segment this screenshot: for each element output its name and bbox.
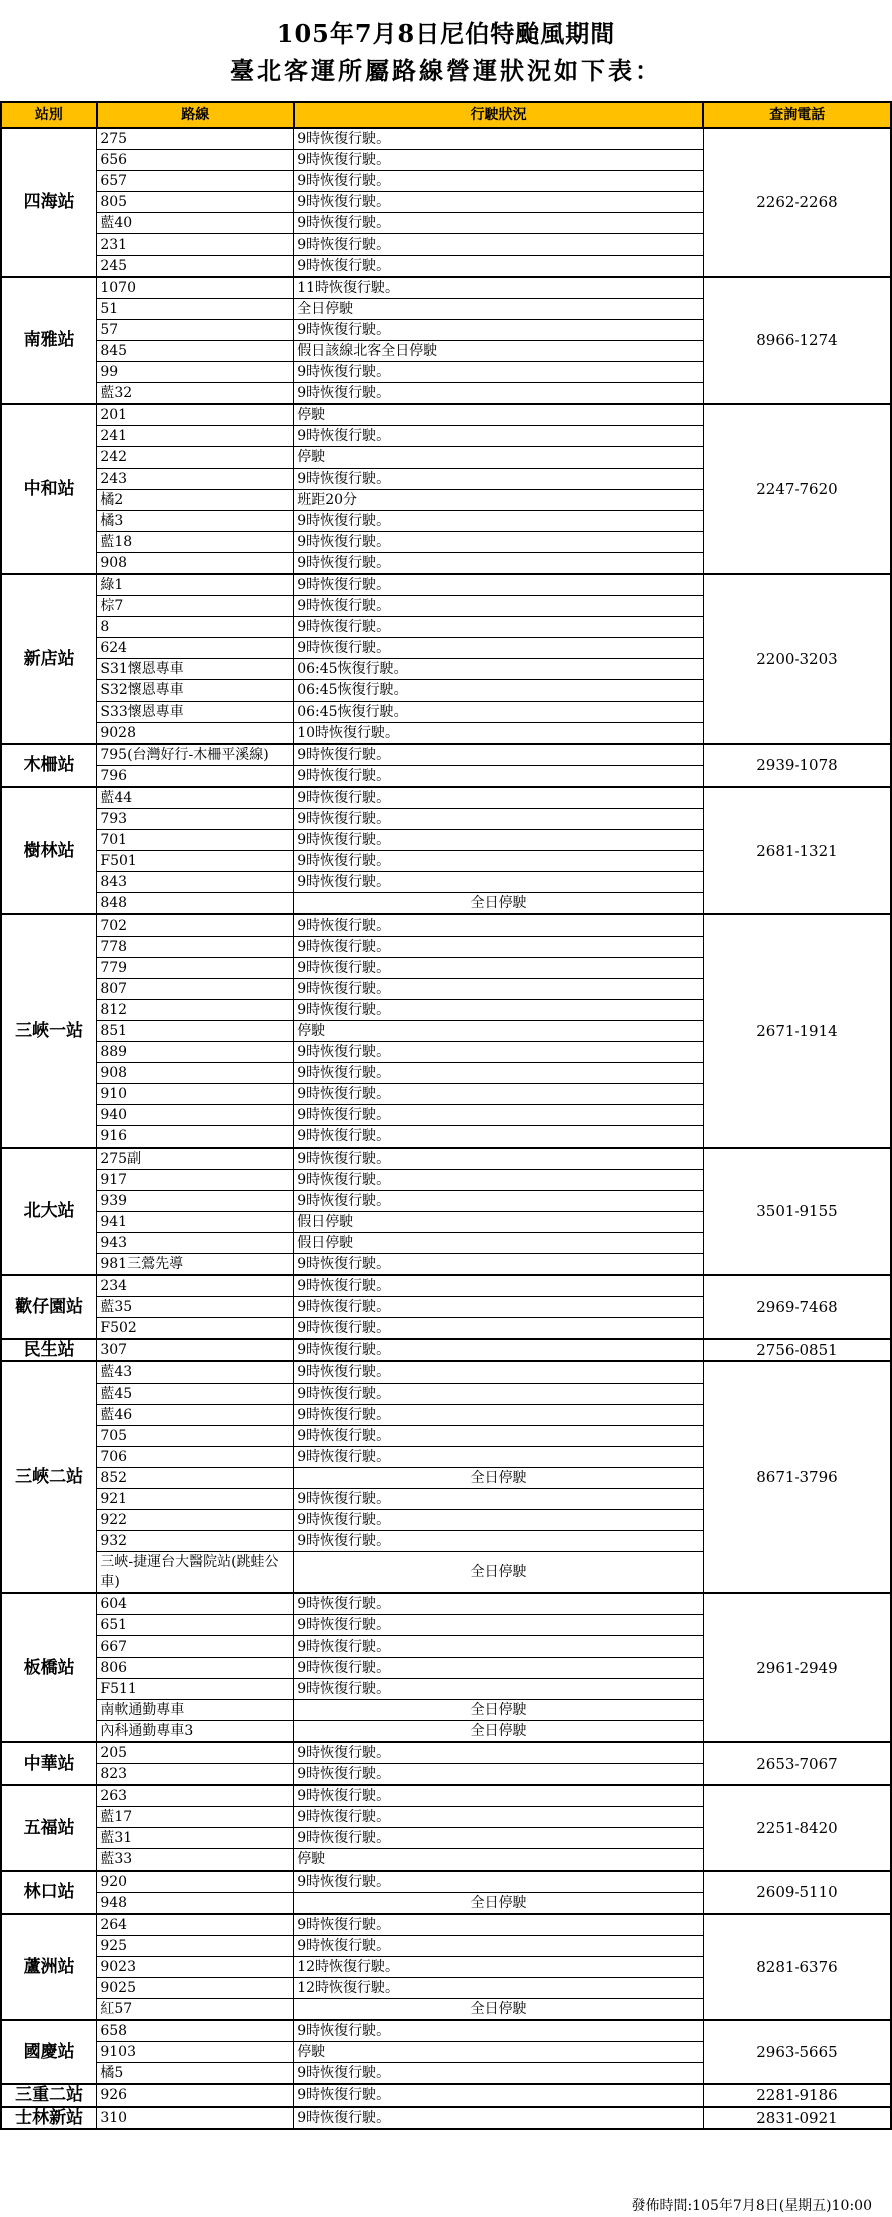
route-number: 779 bbox=[97, 957, 294, 978]
route-number: 651 bbox=[97, 1615, 294, 1636]
service-status: 全日停駛 bbox=[294, 298, 704, 319]
table-header-row bbox=[1, 102, 891, 128]
route-number: 948 bbox=[97, 1892, 294, 1914]
service-status: 12時恢復行駛。 bbox=[294, 1977, 704, 1998]
service-status: 9時恢復行駛。 bbox=[294, 1785, 704, 1807]
route-number: 706 bbox=[97, 1446, 294, 1467]
service-status: 全日停駛 bbox=[294, 1892, 704, 1914]
route-number: 99 bbox=[97, 362, 294, 383]
service-status: 9時恢復行駛。 bbox=[294, 1446, 704, 1467]
table-row bbox=[1, 1742, 891, 1764]
service-status: 9時恢復行駛。 bbox=[294, 531, 704, 552]
route-number: 藍31 bbox=[97, 1828, 294, 1849]
service-status: 9時恢復行駛。 bbox=[294, 1084, 704, 1105]
route-number: 908 bbox=[97, 1063, 294, 1084]
route-number: 275副 bbox=[97, 1148, 294, 1170]
table-row bbox=[1, 1361, 891, 1383]
route-number: 橘3 bbox=[97, 510, 294, 531]
route-number: 920 bbox=[97, 1871, 294, 1893]
route-number: F501 bbox=[97, 851, 294, 872]
station-phone: 8966-1274 bbox=[703, 277, 891, 405]
service-status: 9時恢復行駛。 bbox=[294, 999, 704, 1020]
service-status: 9時恢復行駛。 bbox=[294, 1489, 704, 1510]
route-number: 908 bbox=[97, 552, 294, 574]
route-number: 910 bbox=[97, 1084, 294, 1105]
station-phone: 8281-6376 bbox=[703, 1914, 891, 2020]
route-number: 藍44 bbox=[97, 787, 294, 809]
service-status: 9時恢復行駛。 bbox=[294, 1126, 704, 1148]
table-row bbox=[1, 1275, 891, 1297]
route-number: 橘2 bbox=[97, 489, 294, 510]
route-number: 307 bbox=[97, 1339, 294, 1361]
route-number: 9103 bbox=[97, 2042, 294, 2063]
station-name: 北大站 bbox=[1, 1148, 97, 1276]
col-header-phone: 查詢電話 bbox=[703, 102, 891, 128]
service-status: 假日該線北客全日停駛 bbox=[294, 340, 704, 361]
service-status: 12時恢復行駛。 bbox=[294, 1956, 704, 1977]
route-number: 807 bbox=[97, 978, 294, 999]
route-number: 三峽-捷運台大醫院站(跳蛙公車) bbox=[97, 1552, 294, 1594]
station-name: 木柵站 bbox=[1, 744, 97, 787]
page-title-line2: 臺北客運所屬路線營運狀況如下表： bbox=[230, 56, 662, 85]
service-status: 全日停駛 bbox=[294, 1467, 704, 1488]
station-phone: 2609-5110 bbox=[703, 1871, 891, 1914]
service-status: 9時恢復行駛。 bbox=[294, 2084, 704, 2106]
route-number: 9025 bbox=[97, 1977, 294, 1998]
service-status: 9時恢復行駛。 bbox=[294, 1105, 704, 1126]
service-status: 9時恢復行駛。 bbox=[294, 234, 704, 255]
service-status: 9時恢復行駛。 bbox=[294, 1914, 704, 1936]
route-number: 綠1 bbox=[97, 574, 294, 596]
service-status: 11時恢復行駛。 bbox=[294, 277, 704, 299]
service-status: 9時恢復行駛。 bbox=[294, 1339, 704, 1361]
station-phone: 2963-5665 bbox=[703, 2020, 891, 2084]
service-status: 假日停駛 bbox=[294, 1232, 704, 1253]
route-number: 紅57 bbox=[97, 1999, 294, 2021]
service-status: 9時恢復行駛。 bbox=[294, 1297, 704, 1318]
station-name: 樹林站 bbox=[1, 787, 97, 915]
route-number: 243 bbox=[97, 468, 294, 489]
service-status: 06:45恢復行駛。 bbox=[294, 680, 704, 701]
service-status: 06:45恢復行駛。 bbox=[294, 659, 704, 680]
route-number: 264 bbox=[97, 1914, 294, 1936]
station-name: 國慶站 bbox=[1, 2020, 97, 2084]
route-number: 51 bbox=[97, 298, 294, 319]
service-status: 9時恢復行駛。 bbox=[294, 426, 704, 447]
route-number: 藍17 bbox=[97, 1807, 294, 1828]
route-number: 702 bbox=[97, 914, 294, 936]
route-number: 705 bbox=[97, 1425, 294, 1446]
route-number: 205 bbox=[97, 1742, 294, 1764]
service-status: 9時恢復行駛。 bbox=[294, 1042, 704, 1063]
service-status: 9時恢復行駛。 bbox=[294, 128, 704, 150]
service-status: 停駛 bbox=[294, 1020, 704, 1041]
service-status: 9時恢復行駛。 bbox=[294, 1361, 704, 1383]
service-status: 全日停駛 bbox=[294, 1552, 704, 1594]
service-status: 停駛 bbox=[294, 1849, 704, 1871]
station-name: 新店站 bbox=[1, 574, 97, 744]
route-number: 201 bbox=[97, 404, 294, 426]
station-phone: 2756-0851 bbox=[703, 1339, 891, 1361]
service-status: 9時恢復行駛。 bbox=[294, 638, 704, 659]
service-status: 9時恢復行駛。 bbox=[294, 552, 704, 574]
station-phone: 2247-7620 bbox=[703, 404, 891, 574]
route-number: 889 bbox=[97, 1042, 294, 1063]
route-number: 795(台灣好行-木柵平溪線) bbox=[97, 744, 294, 766]
station-phone: 2251-8420 bbox=[703, 1785, 891, 1870]
route-number: 604 bbox=[97, 1593, 294, 1615]
service-status: 9時恢復行駛。 bbox=[294, 1807, 704, 1828]
route-number: 234 bbox=[97, 1275, 294, 1297]
route-number: 823 bbox=[97, 1764, 294, 1786]
service-status: 全日停駛 bbox=[294, 1720, 704, 1742]
table-row bbox=[1, 2084, 891, 2106]
service-status: 9時恢復行駛。 bbox=[294, 150, 704, 171]
service-status: 9時恢復行駛。 bbox=[294, 1636, 704, 1657]
table-row bbox=[1, 574, 891, 596]
route-number: 藍35 bbox=[97, 1297, 294, 1318]
service-status: 10時恢復行駛。 bbox=[294, 722, 704, 744]
route-number: 藍33 bbox=[97, 1849, 294, 1871]
service-status: 9時恢復行駛。 bbox=[294, 1935, 704, 1956]
service-status: 9時恢復行駛。 bbox=[294, 851, 704, 872]
service-status: 9時恢復行駛。 bbox=[294, 914, 704, 936]
route-number: 921 bbox=[97, 1489, 294, 1510]
table-row bbox=[1, 1148, 891, 1170]
route-number: 852 bbox=[97, 1467, 294, 1488]
service-status: 9時恢復行駛。 bbox=[294, 1404, 704, 1425]
service-status: 9時恢復行駛。 bbox=[294, 744, 704, 766]
service-status: 9時恢復行駛。 bbox=[294, 765, 704, 787]
service-status: 9時恢復行駛。 bbox=[294, 574, 704, 596]
route-number: 656 bbox=[97, 150, 294, 171]
service-status: 9時恢復行駛。 bbox=[294, 1425, 704, 1446]
service-status: 9時恢復行駛。 bbox=[294, 468, 704, 489]
route-number: 916 bbox=[97, 1126, 294, 1148]
route-number: 241 bbox=[97, 426, 294, 447]
route-number: 812 bbox=[97, 999, 294, 1020]
station-name: 板橋站 bbox=[1, 1593, 97, 1742]
service-status: 9時恢復行駛。 bbox=[294, 596, 704, 617]
route-number: 922 bbox=[97, 1510, 294, 1531]
publish-time: 發佈時間:105年7月8日(星期五)10:00 bbox=[631, 2198, 872, 2214]
station-phone: 2262-2268 bbox=[703, 128, 891, 277]
service-status: 9時恢復行駛。 bbox=[294, 936, 704, 957]
service-status: 9時恢復行駛。 bbox=[294, 2063, 704, 2085]
service-status: 9時恢復行駛。 bbox=[294, 978, 704, 999]
station-phone: 2969-7468 bbox=[703, 1275, 891, 1339]
table-row bbox=[1, 1593, 891, 1615]
service-status: 9時恢復行駛。 bbox=[294, 1275, 704, 1297]
service-status: 9時恢復行駛。 bbox=[294, 1593, 704, 1615]
route-number: 806 bbox=[97, 1657, 294, 1678]
table-body bbox=[1, 128, 891, 2129]
route-number: 藍46 bbox=[97, 1404, 294, 1425]
station-phone: 2961-2949 bbox=[703, 1593, 891, 1742]
table-row bbox=[1, 787, 891, 809]
route-number: 943 bbox=[97, 1232, 294, 1253]
service-status: 9時恢復行駛。 bbox=[294, 1678, 704, 1699]
service-status: 9時恢復行駛。 bbox=[294, 1615, 704, 1636]
route-number: 667 bbox=[97, 1636, 294, 1657]
station-name: 中和站 bbox=[1, 404, 97, 574]
service-status: 9時恢復行駛。 bbox=[294, 1383, 704, 1404]
route-number: F502 bbox=[97, 1318, 294, 1340]
route-number: 231 bbox=[97, 234, 294, 255]
route-status-table bbox=[0, 101, 892, 2130]
service-status: 9時恢復行駛。 bbox=[294, 171, 704, 192]
station-name: 中華站 bbox=[1, 1742, 97, 1785]
route-number: 內科通勤專車3 bbox=[97, 1720, 294, 1742]
route-number: S31懷恩專車 bbox=[97, 659, 294, 680]
route-number: 9023 bbox=[97, 1956, 294, 1977]
route-number: 701 bbox=[97, 830, 294, 851]
service-status: 9時恢復行駛。 bbox=[294, 1169, 704, 1190]
service-status: 9時恢復行駛。 bbox=[294, 1063, 704, 1084]
service-status: 9時恢復行駛。 bbox=[294, 1148, 704, 1170]
service-status: 9時恢復行駛。 bbox=[294, 1531, 704, 1552]
station-phone: 2671-1914 bbox=[703, 914, 891, 1147]
station-phone: 2653-7067 bbox=[703, 1742, 891, 1785]
service-status: 9時恢復行駛。 bbox=[294, 1190, 704, 1211]
route-number: 939 bbox=[97, 1190, 294, 1211]
page-header bbox=[0, 0, 892, 102]
service-status: 全日停駛 bbox=[294, 893, 704, 915]
col-header-station: 站別 bbox=[1, 102, 97, 128]
route-number: 805 bbox=[97, 192, 294, 213]
col-header-route: 路線 bbox=[97, 102, 294, 128]
route-number: 藍45 bbox=[97, 1383, 294, 1404]
route-number: 藍32 bbox=[97, 383, 294, 405]
station-name: 民生站 bbox=[1, 1339, 97, 1361]
table-row bbox=[1, 1914, 891, 1936]
route-number: S32懷恩專車 bbox=[97, 680, 294, 701]
route-number: 848 bbox=[97, 893, 294, 915]
station-phone: 2681-1321 bbox=[703, 787, 891, 915]
service-status: 全日停駛 bbox=[294, 1999, 704, 2021]
route-number: 851 bbox=[97, 1020, 294, 1041]
service-status: 停駛 bbox=[294, 2042, 704, 2063]
service-status: 9時恢復行駛。 bbox=[294, 617, 704, 638]
service-status: 9時恢復行駛。 bbox=[294, 362, 704, 383]
table-row bbox=[1, 128, 891, 150]
route-number: 624 bbox=[97, 638, 294, 659]
service-status: 9時恢復行駛。 bbox=[294, 809, 704, 830]
station-name: 士林新站 bbox=[1, 2107, 97, 2129]
service-status: 9時恢復行駛。 bbox=[294, 1657, 704, 1678]
route-number: 藍40 bbox=[97, 213, 294, 234]
route-number: 778 bbox=[97, 936, 294, 957]
route-number: 棕7 bbox=[97, 596, 294, 617]
station-name: 四海站 bbox=[1, 128, 97, 277]
service-status: 9時恢復行駛。 bbox=[294, 1764, 704, 1786]
table-row bbox=[1, 1785, 891, 1807]
route-number: 橘5 bbox=[97, 2063, 294, 2085]
route-number: 925 bbox=[97, 1935, 294, 1956]
station-phone: 2200-3203 bbox=[703, 574, 891, 744]
service-status: 9時恢復行駛。 bbox=[294, 1510, 704, 1531]
col-header-status: 行駛狀況 bbox=[294, 102, 704, 128]
station-name: 三重二站 bbox=[1, 2084, 97, 2106]
service-status: 9時恢復行駛。 bbox=[294, 319, 704, 340]
service-status: 9時恢復行駛。 bbox=[294, 872, 704, 893]
route-number: 275 bbox=[97, 128, 294, 150]
service-status: 9時恢復行駛。 bbox=[294, 2107, 704, 2129]
route-number: 藍18 bbox=[97, 531, 294, 552]
route-number: 263 bbox=[97, 1785, 294, 1807]
route-number: 8 bbox=[97, 617, 294, 638]
route-number: 941 bbox=[97, 1211, 294, 1232]
service-status: 停駛 bbox=[294, 404, 704, 426]
route-number: 793 bbox=[97, 809, 294, 830]
service-status: 班距20分 bbox=[294, 489, 704, 510]
station-name: 林口站 bbox=[1, 1871, 97, 1914]
service-status: 假日停駛 bbox=[294, 1211, 704, 1232]
service-status: 9時恢復行駛。 bbox=[294, 1318, 704, 1340]
table-row bbox=[1, 404, 891, 426]
service-status: 9時恢復行駛。 bbox=[294, 192, 704, 213]
route-number: 796 bbox=[97, 765, 294, 787]
route-number: 1070 bbox=[97, 277, 294, 299]
service-status: 9時恢復行駛。 bbox=[294, 957, 704, 978]
route-number: 藍43 bbox=[97, 1361, 294, 1383]
station-name: 南雅站 bbox=[1, 277, 97, 405]
route-number: 南軟通勤專車 bbox=[97, 1699, 294, 1720]
service-status: 9時恢復行駛。 bbox=[294, 1742, 704, 1764]
service-status: 06:45恢復行駛。 bbox=[294, 701, 704, 722]
route-number: 981三鶯先導 bbox=[97, 1253, 294, 1275]
service-status: 9時恢復行駛。 bbox=[294, 383, 704, 405]
page-title-line1: 105年7月8日尼伯特颱風期間 bbox=[276, 19, 616, 48]
station-phone: 2939-1078 bbox=[703, 744, 891, 787]
route-number: 9028 bbox=[97, 722, 294, 744]
table-row bbox=[1, 914, 891, 936]
station-name: 五福站 bbox=[1, 1785, 97, 1870]
route-number: 57 bbox=[97, 319, 294, 340]
service-status: 9時恢復行駛。 bbox=[294, 213, 704, 234]
service-status: 9時恢復行駛。 bbox=[294, 2020, 704, 2042]
route-number: 940 bbox=[97, 1105, 294, 1126]
table-row bbox=[1, 1871, 891, 1893]
service-status: 9時恢復行駛。 bbox=[294, 787, 704, 809]
route-number: 926 bbox=[97, 2084, 294, 2106]
station-name: 三峽一站 bbox=[1, 914, 97, 1147]
station-phone: 8671-3796 bbox=[703, 1361, 891, 1593]
service-status: 9時恢復行駛。 bbox=[294, 510, 704, 531]
route-number: S33懷恩專車 bbox=[97, 701, 294, 722]
service-status: 9時恢復行駛。 bbox=[294, 1253, 704, 1275]
table-row bbox=[1, 2107, 891, 2129]
station-phone: 3501-9155 bbox=[703, 1148, 891, 1276]
route-number: F511 bbox=[97, 1678, 294, 1699]
station-phone: 2831-0921 bbox=[703, 2107, 891, 2129]
table-row bbox=[1, 744, 891, 766]
service-status: 9時恢復行駛。 bbox=[294, 1828, 704, 1849]
table-row bbox=[1, 2020, 891, 2042]
route-number: 917 bbox=[97, 1169, 294, 1190]
service-status: 9時恢復行駛。 bbox=[294, 830, 704, 851]
station-name: 歡仔園站 bbox=[1, 1275, 97, 1339]
service-status: 9時恢復行駛。 bbox=[294, 255, 704, 277]
route-number: 657 bbox=[97, 171, 294, 192]
service-status: 全日停駛 bbox=[294, 1699, 704, 1720]
route-number: 245 bbox=[97, 255, 294, 277]
route-number: 242 bbox=[97, 447, 294, 468]
station-phone: 2281-9186 bbox=[703, 2084, 891, 2106]
station-name: 蘆洲站 bbox=[1, 1914, 97, 2020]
station-name: 三峽二站 bbox=[1, 1361, 97, 1593]
service-status: 9時恢復行駛。 bbox=[294, 1871, 704, 1893]
route-number: 845 bbox=[97, 340, 294, 361]
route-number: 658 bbox=[97, 2020, 294, 2042]
route-number: 843 bbox=[97, 872, 294, 893]
route-number: 310 bbox=[97, 2107, 294, 2129]
table-row bbox=[1, 1339, 891, 1361]
route-number: 932 bbox=[97, 1531, 294, 1552]
service-status: 停駛 bbox=[294, 447, 704, 468]
table-row bbox=[1, 277, 891, 299]
